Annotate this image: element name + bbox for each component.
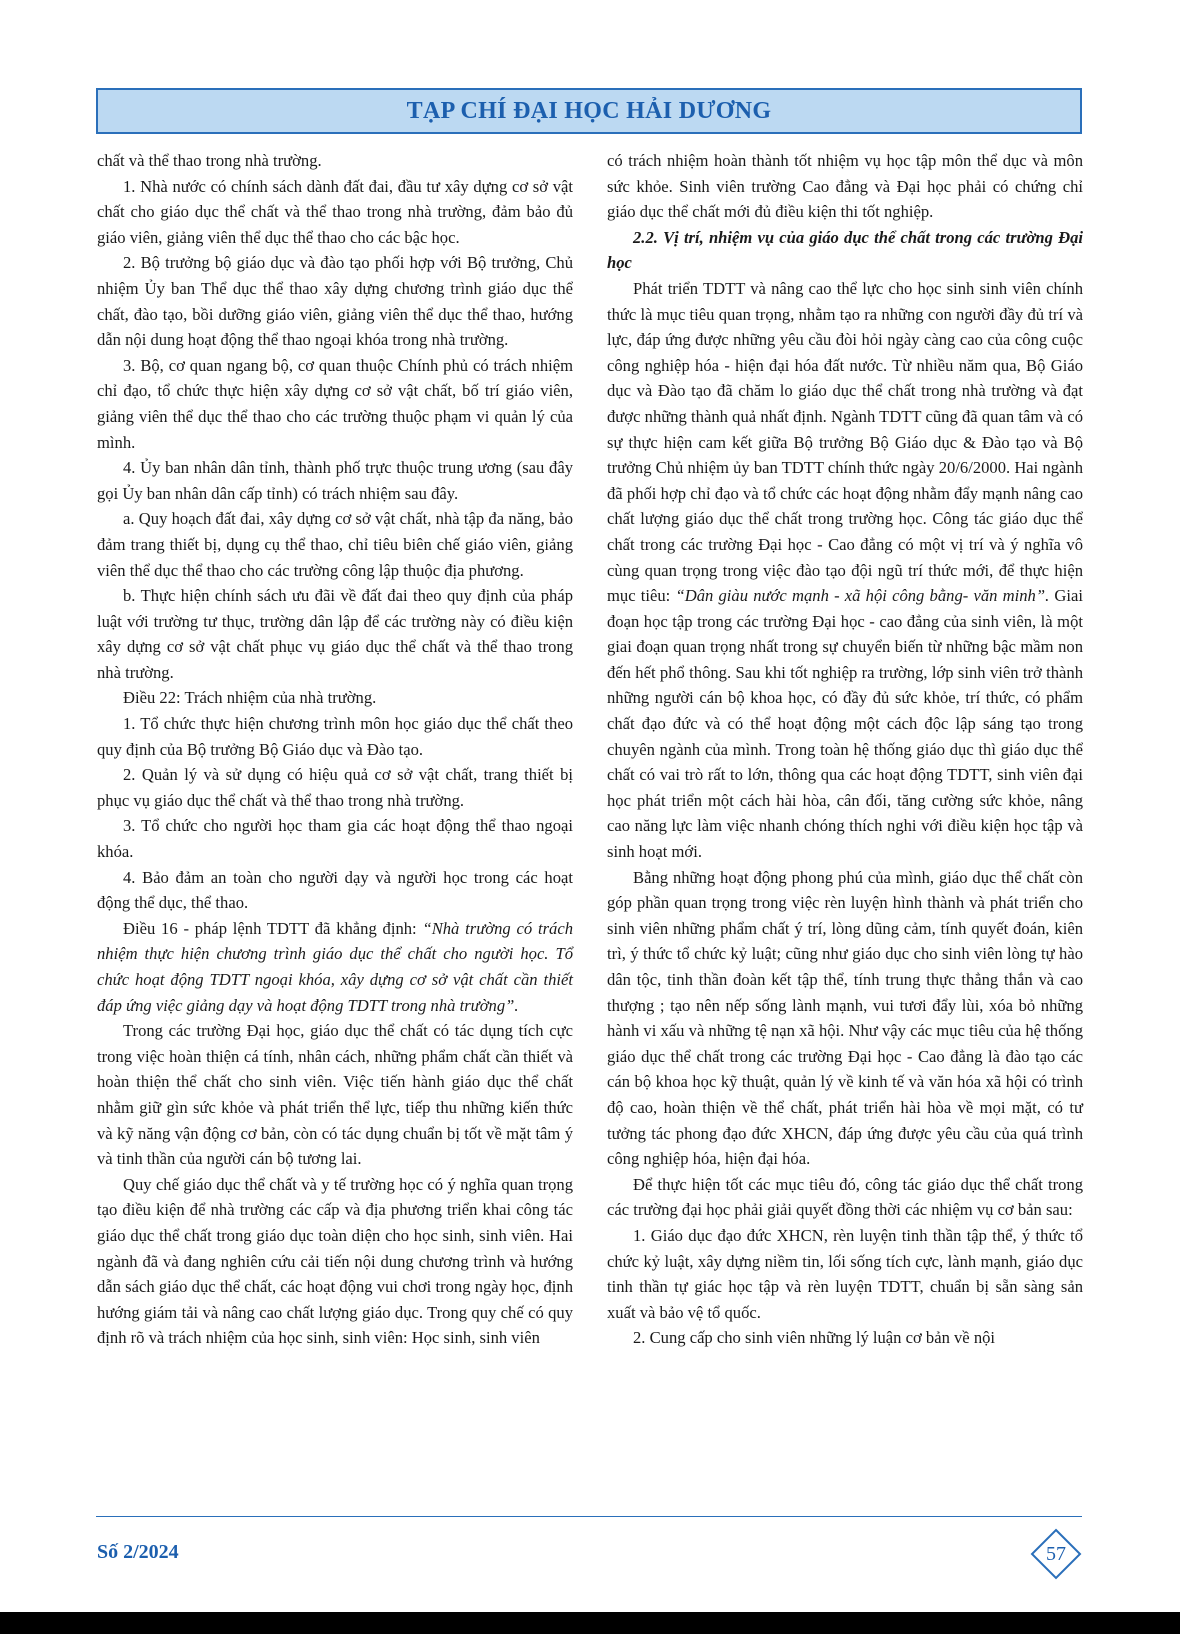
paragraph: 1. Nhà nước có chính sách dành đất đai, đầu tư xây dựng cơ sở vật chất cho giáo dục thể chất và thể thao trong nhà trường, đảm bảo đủ giáo viên, giảng viên thể dục thể thao cho các bậc học. (97, 176, 573, 247)
paragraph: 3. Tổ chức cho người học tham gia các hoạt động thể thao ngoại khóa. (97, 816, 573, 862)
paragraph (607, 276, 1083, 865)
paragraph: có trách nhiệm hoàn thành tốt nhiệm vụ học tập môn thể dục và môn sức khỏe. Sinh viên trường Cao đẳng và Đại học phải có chứng chỉ giáo dục thể chất mới đủ điều kiện thi tốt nghiệp. (607, 151, 1083, 222)
paragraph: 2. Bộ trưởng bộ giáo dục và đào tạo phối hợp với Bộ trưởng, Chủ nhiệm Ủy ban Thể dục thể thao xây dựng chương trình giáo dục thể chất, đào tạo, bồi dưỡng giáo viên, giảng viên thể dục thể thao, hướng dẫn nội dung hoạt động thể thao ngoại khóa trong nhà trường. (97, 253, 573, 350)
left-column (97, 148, 573, 1351)
paragraph: b. Thực hiện chính sách ưu đãi về đất đai theo quy định của pháp luật với trường tư thục, trường dân lập để các trường này có điều kiện xây dựng cơ sở vật chất phục vụ giáo dục thể chất và thể thao trong nhà trường. (97, 586, 573, 682)
quoted-text: “Nhà trường có trách nhiệm thực hiện chương trình giáo dục thể chất cho người học. Tổ chức hoạt động TDTT ngoại khóa, xây dựng cơ sở vật chất cần thiết đáp ứng việc giảng dạy và hoạt động TDTT trong nhà trường”. (97, 918, 573, 1015)
page-number-badge (1030, 1528, 1082, 1580)
paragraph: 3. Bộ, cơ quan ngang bộ, cơ quan thuộc Chính phủ có trách nhiệm chỉ đạo, tổ chức thực hiện xây dựng cơ sở vật chất, bố trí giáo viên, giảng viên thể dục thể thao cho các trường thuộc phạm vi quản lý của mình. (97, 355, 573, 452)
paragraph: Để thực hiện tốt các mục tiêu đó, công tác giáo dục thể chất trong các trường đại học phải giải quyết đồng thời các nhiệm vụ cơ bản sau: (607, 1174, 1083, 1220)
paragraph-text: Phát triển TDTT và nâng cao thể lực cho học sinh sinh viên chính thức là mục tiêu quan trọng, nhằm tạo ra những con người đầy đủ trí và lực, đáp ứng được những yêu cầu đòi hỏi ngày càng cao của công cuộc công nghiệp hóa - hiện đại hóa đất nước. Từ nhiều năm qua, Bộ Giáo dục và Đào tạo đã chăm lo giáo dục thể chất trong nhà trường và đạt được những thành quả nhất định. Ngành TDTT cũng đã quan tâm và có sự thực hiện cam kết giữa Bộ trưởng Bộ Giáo dục & Đào tạo và Bộ trưởng Chủ nhiệm ủy ban TDTT chính thức ngày 20/6/2000. Hai ngành đã phối hợp chỉ đạo và tổ chức các hoạt động nhằm đẩy mạnh nâng cao chất lượng giáo dục thể chất trong trường học. Công tác giáo dục thể chất trong các trường Đại học - Cao đẳng có một vị trí và ý nghĩa vô cùng quan trọng trong việc đào tạo đội ngũ trí thức mới, để thực hiện mục tiêu: (607, 278, 1083, 606)
paragraph: 2. Cung cấp cho sinh viên những lý luận cơ bản về nội (633, 1328, 996, 1348)
paragraph (97, 916, 573, 1018)
paragraph-text: Giai đoạn học tập trong các trường Đại học - cao đẳng của sinh viên, là một giai đoạn quan trọng nhất trong sự chuyển biến từ những bậc mầm non đến hết phổ thông. Sau khi tốt nghiệp ra trường, lớp sinh viên trở thành những người cán bộ khoa học, có đầy đủ sức khỏe, trí thức, có phẩm chất đạo đức và có thể hoạt động một cách độc lập sáng tạo trong chuyên ngành của mình. Trong toàn hệ thống giáo dục thì giáo dục thể chất có vai trò rất to lớn, thông qua các hoạt động TDTT, sinh viên đại học phát triển một cách hài hòa, cân đối, tăng cường sức khỏe, nâng cao năng lực làm việc nhanh chóng thích nghi với điều kiện học tập và sinh hoạt mới. (607, 586, 1083, 862)
paragraph: Quy chế giáo dục thể chất và y tế trường học có ý nghĩa quan trọng tạo điều kiện để nhà trường các cấp và địa phương triển khai công tác giáo dục thể chất trong giáo dục toàn diện cho học sinh, sinh viên. Hai ngành đã và đang nghiên cứu cải tiến nội dung chương trình và hướng dẫn sách giáo dục thể chất, các hoạt động vui chơi trong ngày học, định hướng giám tải và nâng cao chất lượng giáo dục. Trong quy chế có quy định rõ và trách nhiệm của học sinh, sinh viên: Học sinh, sinh viên (97, 1174, 573, 1348)
journal-header (96, 88, 1082, 134)
paragraph: 1. Tổ chức thực hiện chương trình môn học giáo dục thể chất theo quy định của Bộ trưởng Bộ Giáo dục và Đào tạo. (97, 714, 573, 759)
paragraph-text: Điều 16 - pháp lệnh TDTT đã khẳng định: (123, 918, 423, 938)
issue-number: Số 2/2024 (97, 1541, 179, 1563)
paragraph: 4. Ủy ban nhân dân tỉnh, thành phố trực thuộc trung ương (sau đây gọi Ủy ban nhân dân cấp tỉnh) có trách nhiệm sau đây. (97, 458, 573, 503)
paragraph: a. Quy hoạch đất đai, xây dựng cơ sở vật chất, nhà tập đa năng, bảo đảm trang thiết bị, dụng cụ thể thao, chỉ tiêu biên chế giáo viên, giảng viên thể dục thể thao cho các trường công lập thuộc địa phương. (97, 509, 573, 580)
quoted-text: “Dân giàu nước mạnh - xã hội công bằng- văn minh”. (675, 586, 1050, 606)
page-number: 57 (1046, 1542, 1066, 1565)
paragraph: Điều 22: Trách nhiệm của nhà trường. (123, 688, 377, 708)
paragraph: Bằng những hoạt động phong phú của mình, giáo dục thể chất còn góp phần quan trọng trong việc rèn luyện hình thành và phát triển cho sinh viên những phẩm chất ý trí, lòng dũng cảm, tính quyết đoán, kiên trì, ý thức tổ chức kỷ luật; cũng như giáo dục cho sinh viên lòng tự hào dân tộc, tinh thần đoàn kết tập thể, tính trung thực thẳng thắn và cao thượng ; tạo nên nếp sống lành mạnh, vui tươi đẩy lùi, xóa bỏ những hành vi xấu và những tệ nạn xã hội. Như vậy các mục tiêu của hệ thống giáo dục thể chất trong các trường Đại học - Cao đẳng là đào tạo các cán bộ khoa học kỹ thuật, quản lý về kinh tế và văn hóa xã hội có trình độ cao, hoàn thiện về thể chất, phát triển hài hòa về mọi mặt, có tư tưởng tác phong đạo đức XHCN, đáp ứng được yêu cầu của quá trình công nghiệp hóa, hiện đại hóa. (607, 867, 1083, 1169)
footer-divider (96, 1516, 1082, 1517)
right-column (607, 148, 1083, 1351)
paragraph: Trong các trường Đại học, giáo dục thể chất có tác dụng tích cực trong việc hoàn thiện cá tính, nhân cách, những phẩm chất cần thiết và hoàn thiện thể chất cho sinh viên. Việc tiến hành giáo dục thể chất nhằm giữ gìn sức khỏe và phát triển thể lực, tiếp thu những kiến thức và kỹ năng vận động cơ bản, còn có tác dụng chuẩn bị tốt về mặt tâm ý và tinh thần của người cán bộ tương lai. (97, 1021, 573, 1169)
paragraph: 2. Quản lý và sử dụng có hiệu quả cơ sở vật chất, trang thiết bị phục vụ giáo dục thể chất và thể thao trong nhà trường. (97, 765, 573, 810)
section-heading: 2.2. Vị trí, nhiệm vụ của giáo dục thể chất trong các trường Đại học (607, 227, 1083, 273)
paragraph: chất và thể thao trong nhà trường. (97, 151, 322, 170)
paragraph: 4. Bảo đảm an toàn cho người dạy và người học trong các hoạt động thể dục, thể thao. (97, 867, 573, 913)
journal-title: TẠP CHÍ ĐẠI HỌC HẢI DƯƠNG (406, 97, 772, 124)
bottom-edge-bar (0, 1612, 1180, 1634)
paragraph: 1. Giáo dục đạo đức XHCN, rèn luyện tinh thần tập thể, ý thức tổ chức kỷ luật, xây dựng niềm tin, lối sống tích cực, lành mạnh, giáo dục tinh thần tự giác học tập và rèn luyện TDTT, chuẩn bị sẵn sàng sản xuất và bảo vệ tổ quốc. (607, 1225, 1083, 1322)
